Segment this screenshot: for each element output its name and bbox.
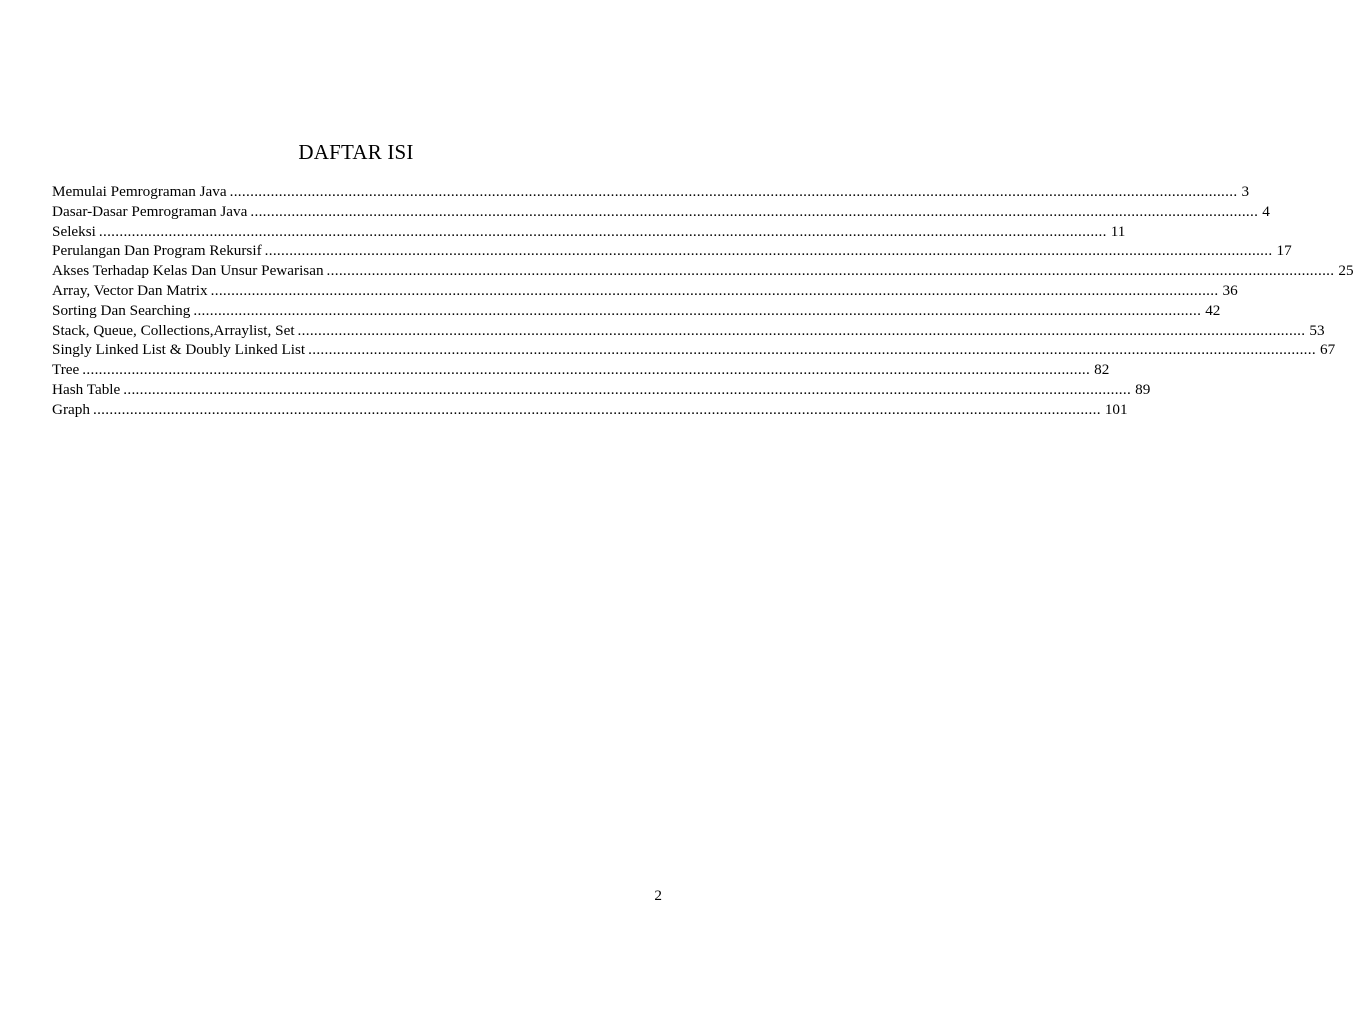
toc-entry-page: 42 [1205, 301, 1221, 319]
toc-entry-title: Singly Linked List & Doubly Linked List [52, 341, 306, 359]
toc-entry-page: 25 [1338, 262, 1354, 280]
toc-dot-leader: ...................................................................................................................................................................................................................................................... [308, 341, 1316, 359]
toc-entry-title: Hash Table [52, 380, 121, 398]
toc-dot-leader: ...................................................................................................................................................................................................................................................... [210, 281, 1219, 299]
toc-entry [52, 400, 1128, 420]
toc-entry-page: 67 [1319, 341, 1336, 359]
toc-entry-page: 3 [1241, 183, 1250, 200]
toc-entry [52, 261, 1354, 281]
toc-dot-leader: ...................................................................................................................................................................................................................................................... [264, 242, 1273, 260]
toc-entry-title: Stack, Queue, Collections,Arraylist, Set [52, 321, 295, 339]
toc-entry [52, 222, 1126, 242]
toc-entry-page: 11 [1110, 222, 1126, 240]
toc-dot-leader: ...................................................................................................................................................................................................................................................... [82, 361, 1091, 379]
toc-entry-page: 4 [1262, 202, 1270, 220]
toc-dot-leader: ...................................................................................................................................................................................................................................................... [92, 400, 1101, 418]
page-number: 2 [654, 887, 662, 904]
toc-entry [52, 202, 1270, 222]
toc-entry-title: Array, Vector Dan Matrix [52, 281, 208, 299]
toc-entry [52, 241, 1292, 261]
toc-entry [52, 301, 1221, 321]
toc-entry-page: 101 [1104, 400, 1128, 418]
toc-entry-title: Graph [52, 400, 90, 418]
toc-entry [52, 380, 1151, 400]
toc-entry-title: Seleksi [52, 222, 96, 240]
toc-entry-title: Dasar-Dasar Pemrograman Java [52, 202, 248, 220]
toc-entry [52, 281, 1238, 301]
toc-entry-title: Memulai Pemrograman Java [52, 183, 227, 200]
toc-entry-page: 82 [1094, 361, 1110, 379]
toc-entry [52, 340, 1336, 360]
toc-dot-leader: ...................................................................................................................................................................................................................................................... [123, 380, 1132, 398]
toc-entry-page: 17 [1276, 242, 1292, 260]
toc-entry-title: Tree [52, 361, 80, 379]
toc-entry-title: Sorting Dan Searching [52, 301, 191, 319]
toc-entry [52, 360, 1110, 380]
page-title: DAFTAR ISI [298, 140, 414, 164]
toc-entry-title: Akses Terhadap Kelas Dan Unsur Pewarisan [52, 262, 324, 280]
toc-entry-page: 36 [1222, 281, 1238, 299]
toc-dot-leader: ...................................................................................................................................................................................................................................................... [326, 262, 1335, 280]
toc-entry [52, 182, 1250, 202]
toc-dot-leader: ...................................................................................................................................................................................................................................................... [193, 301, 1202, 319]
toc-entry-page: 53 [1309, 321, 1325, 339]
toc-entry [52, 321, 1325, 341]
toc-dot-leader: ...................................................................................................................................................................................................................................................... [98, 222, 1107, 240]
toc-entry-title: Perulangan Dan Program Rekursif [52, 242, 262, 260]
toc-entry-page: 89 [1135, 380, 1151, 398]
toc-dot-leader: ...................................................................................................................................................................................................................................................... [250, 202, 1259, 220]
toc-dot-leader: ...................................................................................................................................................................................................................................................... [297, 321, 1306, 339]
table-of-contents [52, 182, 1354, 420]
toc-dot-leader: ...................................................................................................................................................................................................................................................... [229, 183, 1238, 200]
